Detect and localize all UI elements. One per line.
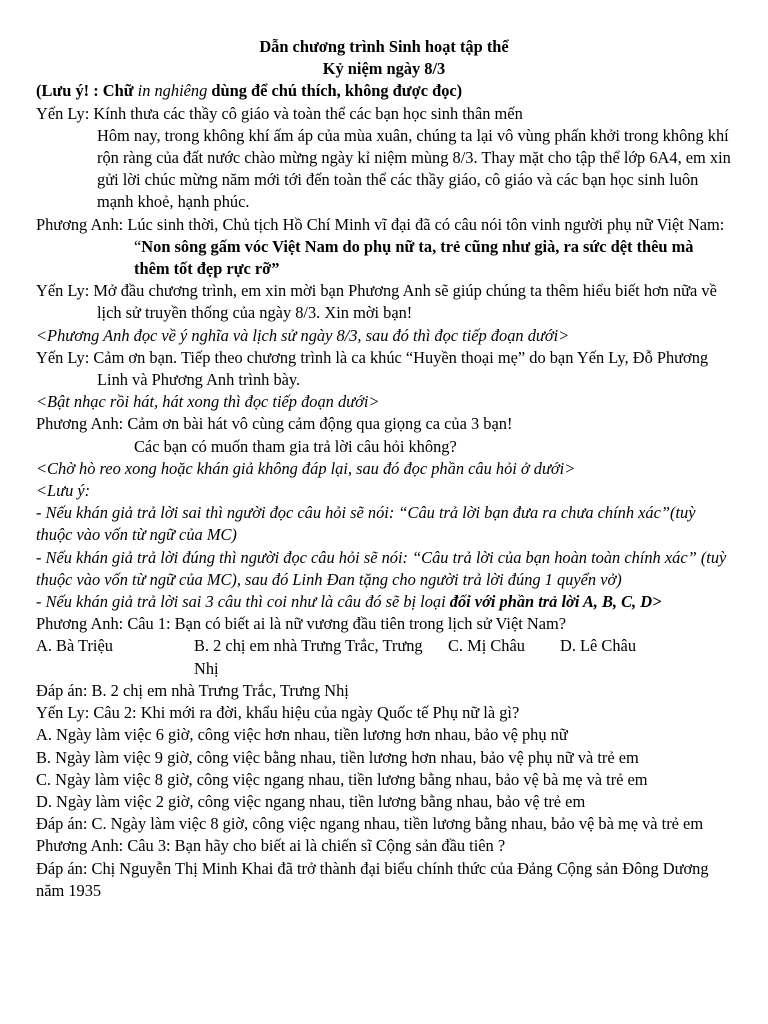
stage-note-music: <Bật nhạc rồi hát, hát xong thì đọc tiếp đoạn dưới> <box>36 392 380 412</box>
rules-heading: <Lưu ý: <box>36 481 91 501</box>
question-1: Phương Anh: Câu 1: Bạn có biết ai là nữ vương đầu tiên trong lịch sử Việt Nam? <box>36 614 567 634</box>
rule-three-wrong-bold: đối với phần trả lời A, B, C, D> <box>449 592 662 612</box>
note-part-italic: in nghiêng <box>137 81 208 101</box>
phuong-anh-thanks: Phương Anh: Cảm ơn bài hát vô cùng cảm động qua giọng ca của 3 bạn! <box>36 414 513 434</box>
phuong-anh-quote-paragraph <box>36 214 732 281</box>
stage-note-history: <Phương Anh đọc về ý nghĩa và lịch sử ngày 8/3, sau đó thì đọc tiếp đoạn dưới> <box>36 325 570 345</box>
question-1-answer: Đáp án: B. 2 chị em nhà Trưng Trắc, Trưng Nhị <box>36 680 349 700</box>
question-1-option-b: B. 2 chị em nhà Trưng Trắc, Trưng Nhị <box>194 636 423 678</box>
rule-wrong-answer: - Nếu khán giả trả lời sai thì người đọc câu hỏi sẽ nói: “Câu trả lời bạn đưa ra chưa chính xác”(tuỳ thuộc vào vốn từ ngữ của MC) <box>36 503 696 545</box>
document-subtitle: Kỷ niệm ngày 8/3 <box>322 59 446 79</box>
note-part-1: (Lưu ý! : Chữ <box>36 81 138 101</box>
yen-ly-song-intro: Yến Ly: Cảm ơn bạn. Tiếp theo chương trình là ca khúc “Huyền thoại mẹ” do bạn Yến Ly, Đỗ Phương Linh và Phương Anh trình bày. <box>36 347 709 390</box>
question-2-option-d: D. Ngày làm việc 2 giờ, công việc ngang nhau, tiền lương bằng nhau, bảo vệ trẻ em <box>36 791 586 811</box>
note-part-3: dùng để chú thích, không được đọc) <box>207 81 463 101</box>
rule-three-wrong-text: - Nếu khán giả trả lời sai 3 câu thì coi như là câu đó sẽ bị loại <box>36 592 450 612</box>
reading-note <box>36 80 732 102</box>
question-2-option-b: B. Ngày làm việc 9 giờ, công việc bằng nhau, tiền lương hơn nhau, bảo vệ phụ nữ và trẻ em <box>36 747 639 767</box>
question-1-option-d: D. Lê Châu <box>560 636 637 656</box>
question-3: Phương Anh: Câu 3: Bạn hãy cho biết ai là chiến sĩ Cộng sản đầu tiên ? <box>36 836 506 856</box>
question-2-option-a: A. Ngày làm việc 6 giờ, công việc hơn nhau, tiền lương hơn nhau, bảo vệ phụ nữ <box>36 725 568 745</box>
phuong-anh-quote-intro: Phương Anh: Lúc sinh thời, Chủ tịch Hồ Chí Minh vĩ đại đã có câu nói tôn vinh người phụ nữ Việt Nam: “ <box>36 214 725 256</box>
yen-ly-invitation: Yến Ly: Mở đầu chương trình, em xin mời bạn Phương Anh sẽ giúp chúng ta thêm hiểu biết hơn nữa về lịch sử truyền thống của ngày 8/3. Xin mời bạn! <box>36 281 717 323</box>
question-3-answer: Đáp án: Chị Nguyễn Thị Minh Khai đã trở thành đại biểu chính thức của Đảng Cộng sản Đông Dương năm 1935 <box>36 858 709 900</box>
question-2-answer: Đáp án: C. Ngày làm việc 8 giờ, công việc ngang nhau, tiền lương bằng nhau, bảo vệ bà mẹ và trẻ em <box>36 814 704 834</box>
stage-note-questions: <Chờ hò reo xong hoặc khán giả không đáp lại, sau đó đọc phần câu hỏi ở dưới> <box>36 458 576 478</box>
question-1-option-c: C. Mị Châu <box>448 636 525 656</box>
question-2-option-c: C. Ngày làm việc 8 giờ, công việc ngang nhau, tiền lương bằng nhau, bảo vệ bà mẹ và trẻ em <box>36 769 648 789</box>
rule-three-wrong <box>36 591 732 613</box>
question-1-option-a: A. Bà Triệu <box>36 636 113 656</box>
document-title: Dẫn chương trình Sinh hoạt tập thể <box>259 37 509 56</box>
ho-chi-minh-quote: Non sông gấm vóc Việt Nam do phụ nữ ta, trẻ cũng như già, ra sức dệt thêu mà thêm tốt đẹp rực rỡ” <box>134 236 694 279</box>
yen-ly-opening-paragraph: Hôm nay, trong không khí ấm áp của mùa xuân, chúng ta lại vô vùng phấn khởi trong không khí rộn ràng của đất nước chào mừng ngày kỉ niệm mùng 8/3. Thay mặt cho tập thể lớp 6A4, em xin gửi lời chúc mừng năm mới tới đến toàn thể các thầy giáo, cô giáo và các bạn học sinh luôn mạnh khoẻ, hạnh phúc. <box>97 125 731 212</box>
phuong-anh-question-invite: Các bạn có muốn tham gia trả lời câu hỏi không? <box>134 436 457 456</box>
question-2: Yến Ly: Câu 2: Khi mới ra đời, khẩu hiệu của ngày Quốc tế Phụ nữ là gì? <box>36 703 520 723</box>
question-1-options <box>36 635 732 679</box>
rule-right-answer: - Nếu khán giả trả lời đúng thì người đọc câu hỏi sẽ nói: “Câu trả lời của bạn hoàn toàn chính xác” (tuỳ thuộc vào vốn từ ngữ của MC), sau đó Linh Đan tặng cho người trả lời đúng 1 quyển vở) <box>36 547 727 589</box>
yen-ly-greeting: Yến Ly: Kính thưa các thầy cô giáo và toàn thể các bạn học sinh thân mến <box>36 103 523 123</box>
